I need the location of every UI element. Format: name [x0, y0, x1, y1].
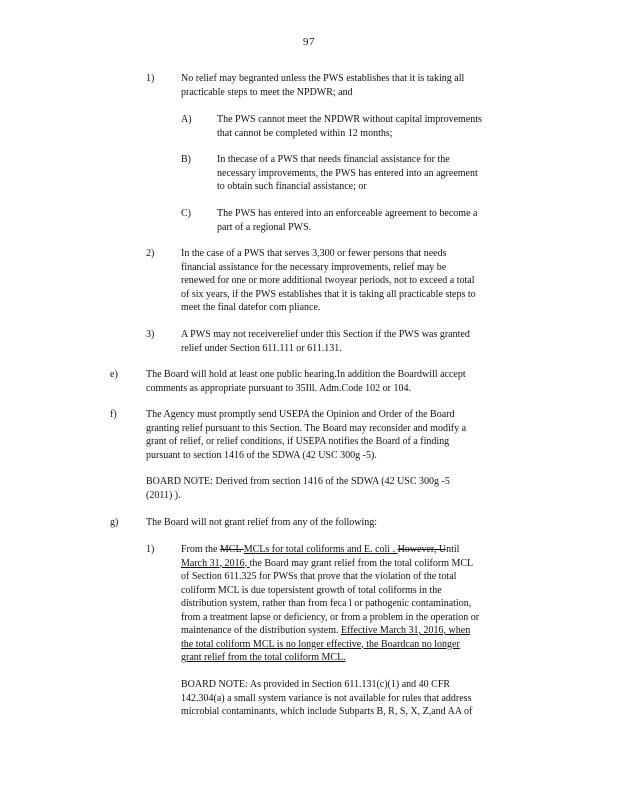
text-line: from a treatment lapse or deficiency, or from a problem in the operation or: [181, 611, 480, 623]
text-line: comments as appropriate pursuant to 35Ill. Adm.Code 102 or 104.: [146, 382, 411, 394]
text-line: A PWS may not receiverelief under this Section if the PWS was granted: [181, 329, 470, 340]
item-a-marker: A): [181, 114, 192, 125]
item-2-marker: 2): [146, 248, 155, 259]
text-line: The PWS cannot meet the NPDWR without capital improvements: [217, 114, 482, 125]
board-note-2: [181, 678, 533, 719]
text-line: that cannot be completed within 12 months;: [217, 127, 393, 139]
text-line: (2011) ).: [146, 489, 181, 501]
inserted-text: the total coliform MCL is no longer effective, the Boardcan no longer: [181, 638, 460, 650]
item-f-text: [146, 408, 534, 462]
item-g1-marker: 1): [146, 544, 155, 555]
item-3-marker: 3): [146, 329, 155, 340]
text-line: The Board will not grant relief from any of the following:: [146, 517, 378, 528]
text-line: [181, 557, 539, 571]
text-line: relief under Section 611.111 or 611.131.: [181, 342, 342, 354]
text-line: [181, 624, 539, 638]
inserted-text: March 31, 2016,: [181, 557, 250, 569]
item-c-text: [217, 207, 531, 234]
item-e-marker: e): [110, 369, 118, 380]
text-line: microbial contaminants, which include Subparts B, R, S, X, Z,and AA of: [181, 706, 473, 717]
text-line: pursuant to section 1416 of the SDWA (42 USC 300g -5).: [146, 449, 377, 461]
item-a-text: [217, 113, 523, 140]
item-1-text: [181, 72, 527, 99]
text-run: maintenance of the distribution system.: [181, 625, 341, 636]
text-line: [181, 651, 539, 665]
page-number: 97: [303, 36, 315, 48]
text-line: of Section 611.325 for PWSs that prove that the violation of the total: [181, 571, 457, 582]
text-run: From the: [181, 544, 220, 555]
text-line: necessary improvements, the PWS has entered into an agreement: [217, 167, 478, 179]
text-line: BOARD NOTE: Derived from section 1416 of the SDWA (42 USC 300g -5: [146, 476, 450, 487]
text-line: coliform MCL is due topersistent growth of total coliforms in the: [181, 584, 442, 596]
item-c-marker: C): [181, 208, 191, 219]
item-g-marker: g): [110, 517, 119, 528]
item-b-marker: B): [181, 154, 191, 165]
item-3-text: [181, 328, 525, 355]
text-line: No relief may begranted unless the PWS establishes that it is taking all: [181, 73, 465, 84]
item-g-text: [146, 516, 526, 530]
text-line: meet the final datefor com pliance.: [181, 302, 321, 313]
text-line: financial assistance for the necessary improvements, relief may be: [181, 261, 447, 273]
text-line: grant of relief, or relief conditions, if USEPA notifies the Board of a finding: [146, 436, 450, 447]
inserted-text: Effective March 31, 2016, when: [340, 625, 471, 636]
text-line: 142.304(a) a small system variance is not available for rules that address: [181, 692, 472, 704]
board-note-1: [146, 475, 516, 502]
text-line: to obtain such financial assistance; or: [217, 181, 367, 192]
item-g1-text: [181, 543, 539, 665]
text-line: The Board will hold at least one public hearing.In addition the Boardwill accept: [146, 369, 466, 380]
text-line: In the case of a PWS that serves 3,300 or fewer persons that needs: [181, 248, 447, 259]
item-e-text: [146, 368, 526, 395]
text-line: BOARD NOTE: As provided in Section 611.131(c)(1) and 40 CFR: [181, 679, 451, 690]
deleted-text: MCL: [219, 544, 244, 555]
text-line: renewed for one or more additional twoyear periods, not to exceed a total: [181, 275, 475, 286]
inserted-text: MCLs for total coliforms and E. coli .: [243, 544, 398, 555]
inserted-text: grant relief from the total coliform MCL.: [181, 652, 346, 663]
text-line: distribution system, rather than from feca l or pathogenic contamination,: [181, 598, 472, 609]
item-1-marker: 1): [146, 73, 155, 84]
text-line: granting relief pursuant to this Section. The Board may reconsider and modify a: [146, 422, 467, 434]
text-line: [181, 543, 539, 557]
item-b-text: [217, 153, 523, 194]
item-2-text: [181, 247, 537, 315]
deleted-text: However, U: [397, 544, 447, 555]
item-f-marker: f): [110, 409, 117, 420]
text-run: ntil: [446, 544, 460, 555]
text-line: of six years, if the PWS establishes that it is taking all practicable steps to: [181, 288, 476, 300]
text-run: the Board may grant relief from the total coliform MCL: [249, 557, 474, 569]
text-line: The PWS has entered into an enforceable agreement to become a: [217, 208, 478, 219]
text-line: In thecase of a PWS that needs financial assistance for the: [217, 154, 450, 165]
text-line: part of a regional PWS.: [217, 221, 312, 233]
text-line: [181, 638, 539, 652]
text-line: practicable steps to meet the NPDWR; and: [181, 86, 353, 98]
text-line: The Agency must promptly send USEPA the Opinion and Order of the Board: [146, 409, 455, 420]
